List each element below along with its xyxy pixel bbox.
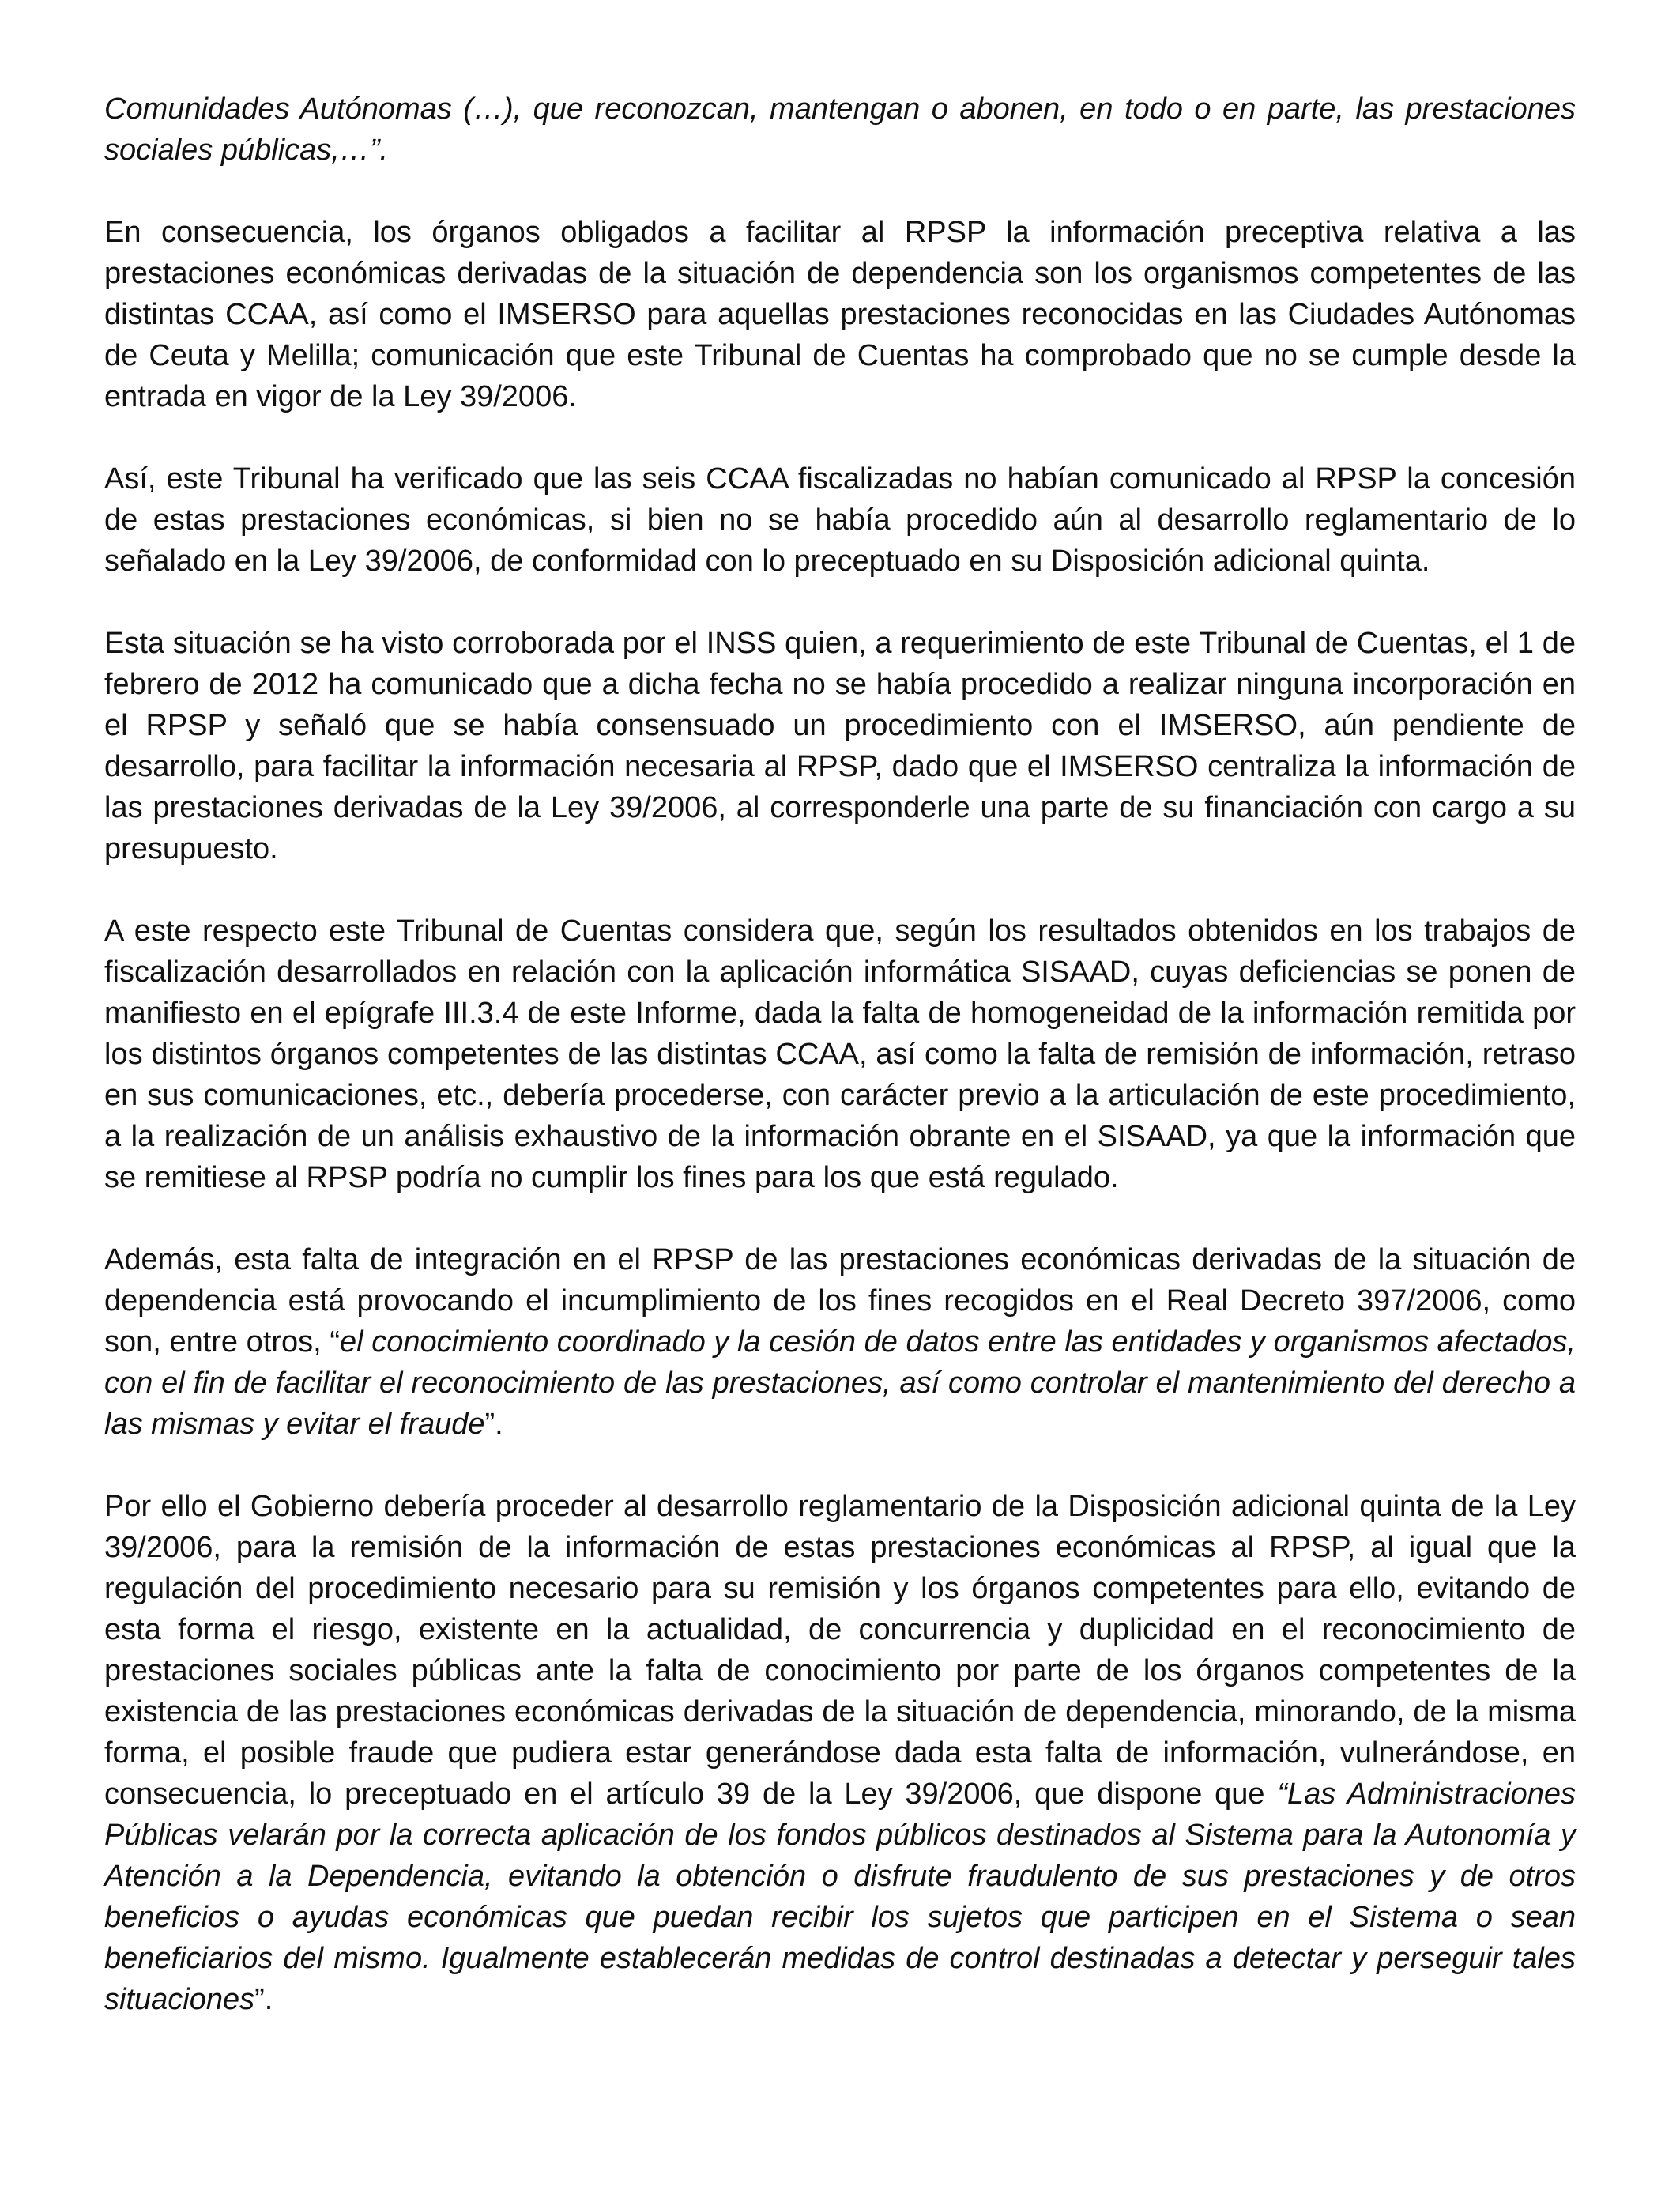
italic-quote-text: el conocimiento coordinado y la cesión de datos entre las entidades y organismos afectados, con el fin de facilitar el reconocimiento de las prestaciones, así como controlar el mantenimiento del derecho a las mismas y evitar el fraude (104, 1325, 1576, 1441)
body-text: Así, este Tribunal ha verificado que las seis CCAA fiscalizadas no habían comunicado al RPSP la concesión de estas prestaciones económicas, si bien no se había procedido aún al desarrollo reglamentario de lo señalado en la Ley 39/2006, de conformidad con lo preceptuado en su Disposición adicional quinta. (104, 462, 1576, 578)
paragraph-inss (104, 623, 1576, 869)
body-text: ”. (254, 1983, 273, 2016)
body-text: Además, esta falta de integración en el RPSP de las prestaciones económicas derivadas de la situación de dependencia está provocando el incumplimiento de los fines recogidos en el Real Decreto 397/2006, como son, entre otros, “ (104, 1243, 1576, 1359)
body-text: Esta situación se ha visto corroborada por el INSS quien, a requerimiento de este Tribunal de Cuentas, el 1 de febrero de 2012 ha comunicado que a dicha fecha no se había procedido a realizar ninguna incorporación en el RPSP y señaló que se había consensuado un procedimiento con el IMSERSO, aún pendiente de desarrollo, para facilitar la información necesaria al RPSP, dado que el IMSERSO centraliza la información de las prestaciones derivadas de la Ley 39/2006, al corresponderle una parte de su financiación con cargo a su presupuesto. (104, 627, 1576, 865)
paragraph-real-decreto (104, 1239, 1576, 1445)
paragraph-quote-end (104, 89, 1576, 171)
body-text: ”. (484, 1408, 503, 1441)
paragraph-organos-obligados (104, 212, 1576, 417)
paragraph-verificacion-ccaa (104, 458, 1576, 582)
body-text: En consecuencia, los órganos obligados a facilitar al RPSP la información preceptiva relativa a las prestaciones económicas derivadas de la situación de dependencia son los organismos competentes de las distintas CCAA, así como el IMSERSO para aquellas prestaciones reconocidas en las Ciudades Autónomas de Ceuta y Melilla; comunicación que este Tribunal de Cuentas ha comprobado que no se cumple desde la entrada en vigor de la Ley 39/2006. (104, 216, 1576, 413)
paragraph-sisaad (104, 910, 1576, 1198)
body-text: A este respecto este Tribunal de Cuentas considera que, según los resultados obtenidos en los trabajos de fiscalización desarrollados en relación con la aplicación informática SISAAD, cuyas deficiencias se ponen de manifiesto en el epígrafe III.3.4 de este Informe, dada la falta de homogeneidad de la información remitida por los distintos órganos competentes de las distintas CCAA, así como la falta de remisión de información, retraso en sus comunicaciones, etc., debería procederse, con carácter previo a la articulación de este procedimiento, a la realización de un análisis exhaustivo de la información obrante en el SISAAD, ya que la información que se remitiese al RPSP podría no cumplir los fines para los que está regulado. (104, 914, 1576, 1194)
italic-quote-text: Comunidades Autónomas (…), que reconozcan, mantengan o abonen, en todo o en parte, las prestaciones sociales públicas,…”. (104, 92, 1576, 167)
body-text: Por ello el Gobierno debería proceder al desarrollo reglamentario de la Disposición adicional quinta de la Ley 39/2006, para la remisión de la información de estas prestaciones económicas al RPSP, al igual que la regulación del procedimiento necesario para su remisión y los órganos competentes para ello, evitando de esta forma el riesgo, existente en la actualidad, de concurrencia y duplicidad en el reconocimiento de prestaciones sociales públicas ante la falta de conocimiento por parte de los órganos competentes de la existencia de las prestaciones económicas derivadas de la situación de dependencia, minorando, de la misma forma, el posible fraude que pudiera estar generándose dada esta falta de información, vulnerándose, en consecuencia, lo preceptuado en el artículo 39 de la Ley 39/2006, que dispone que (104, 1490, 1576, 1811)
document-page (104, 89, 1576, 2020)
italic-quote-text: “Las Administraciones Públicas velarán por la correcta aplicación de los fondos públicos destinados al Sistema para la Autonomía y Atención a la Dependencia, evitando la obtención o disfrute fraudulento de sus prestaciones y de otros beneficios o ayudas económicas que puedan recibir los sujetos que participen en el Sistema o sean beneficiarios del mismo. Igualmente establecerán medidas de control destinadas a detectar y perseguir tales situaciones (104, 1777, 1576, 2016)
paragraph-gobierno (104, 1486, 1576, 2020)
